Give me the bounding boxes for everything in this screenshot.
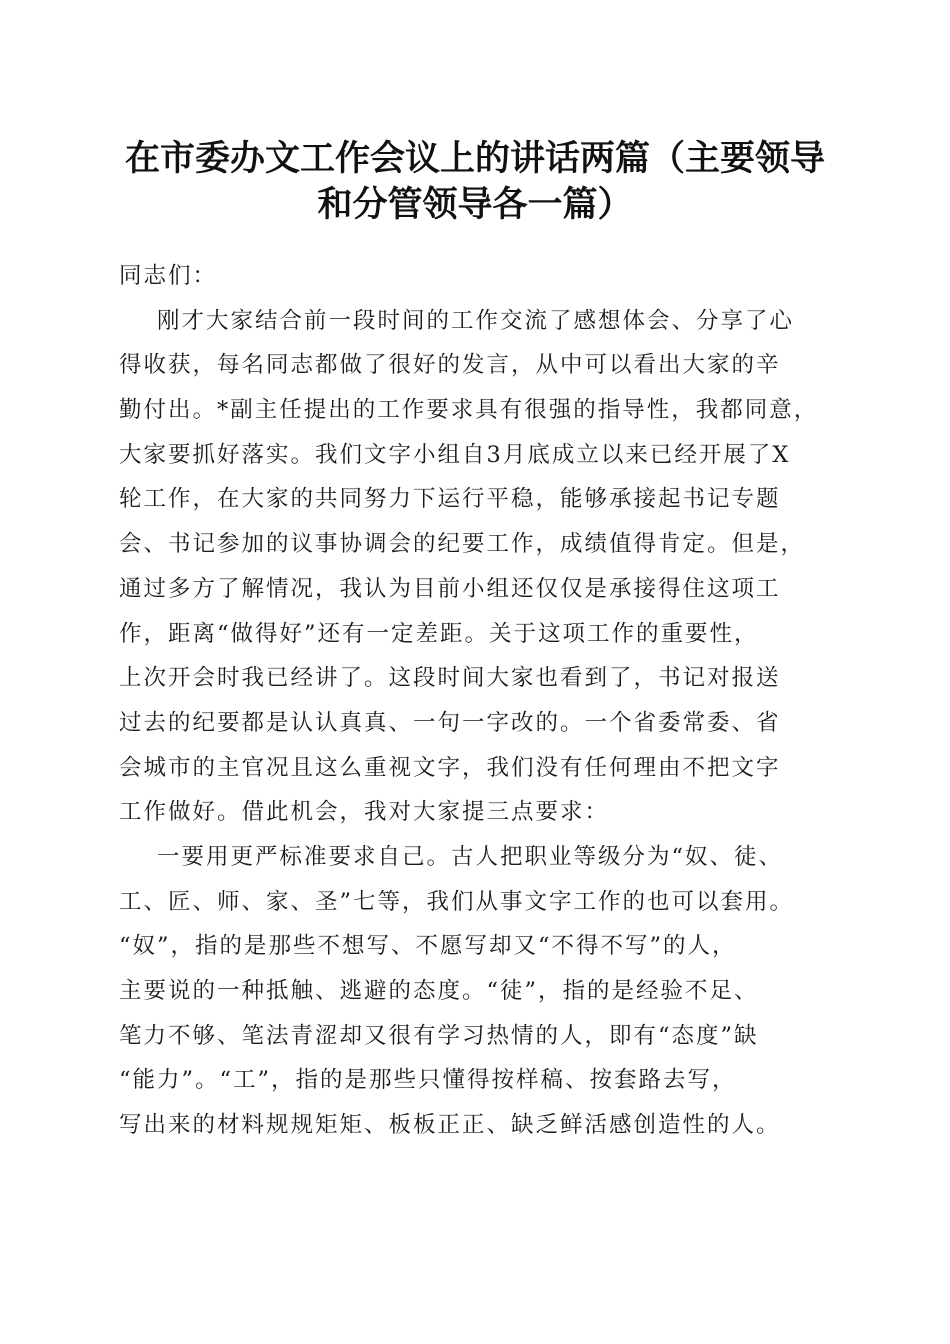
- paragraph-line: 写出来的材料规规矩矩、板板正正、缺乏鲜活感创造性的人。: [119, 1112, 781, 1139]
- paragraph-line: 工作做好。借此机会，我对大家提三点要求：: [119, 799, 610, 826]
- document-body: [119, 254, 839, 1148]
- paragraph-2: [119, 835, 839, 1148]
- title-line: 在市委办文工作会议上的讲话两篇（主要领导: [124, 138, 825, 179]
- paragraph-line: 勤付出。*副主任提出的工作要求具有很强的指导性，我都同意，: [119, 397, 819, 424]
- paragraph-line: 作，距离“做得好”还有一定差距。关于这项工作的重要性，: [119, 620, 759, 647]
- paragraph-line: 会城市的主官况且这么重视文字，我们没有任何理由不把文字: [119, 754, 781, 781]
- paragraph-1: [119, 299, 839, 835]
- title-line: 和分管领导各一篇）: [317, 184, 633, 225]
- paragraph-line: 笔力不够、笔法青涩却又很有学习热情的人，即有“态度”缺: [119, 1022, 759, 1049]
- paragraph-line: 得收获，每名同志都做了很好的发言，从中可以看出大家的辛: [119, 352, 781, 379]
- paragraph-line: 主要说的一种抵触、逃避的态度。“徒”，指的是经验不足、: [119, 978, 759, 1004]
- salutation: 同志们：: [119, 263, 218, 289]
- paragraph-line: 轮工作，在大家的共同努力下运行平稳，能够承接起书记专题: [119, 486, 781, 513]
- paragraph-line: 会、书记参加的议事协调会的纪要工作，成绩值得肯定。但是，: [119, 531, 806, 558]
- paragraph-line: 工、匠、师、家、圣”七等，我们从事文字工作的也可以套用。: [119, 888, 795, 915]
- document-title: [80, 136, 870, 228]
- paragraph-line: “能力”。“工”，指的是那些只懂得按样稿、按套路去写，: [119, 1067, 737, 1094]
- paragraph-line: 大家要抓好落实。我们文字小组自3月底成立以来已经开展了X: [119, 441, 791, 468]
- paragraph-line: 一要用更严标准要求自己。古人把职业等级分为“奴、徒、: [157, 843, 784, 870]
- paragraph-line: 上次开会时我已经讲了。这段时间大家也看到了，书记对报送: [119, 665, 781, 692]
- paragraph-line: 通过多方了解情况，我认为目前小组还仅仅是承接得住这项工: [119, 575, 781, 602]
- paragraph-line: 刚才大家结合前一段时间的工作交流了感想体会、分享了心: [157, 307, 795, 334]
- paragraph-line: “奴”，指的是那些不想写、不愿写却又“不得不写”的人，: [119, 933, 737, 960]
- paragraph-line: 过去的纪要都是认认真真、一句一字改的。一个省委常委、省: [119, 709, 781, 736]
